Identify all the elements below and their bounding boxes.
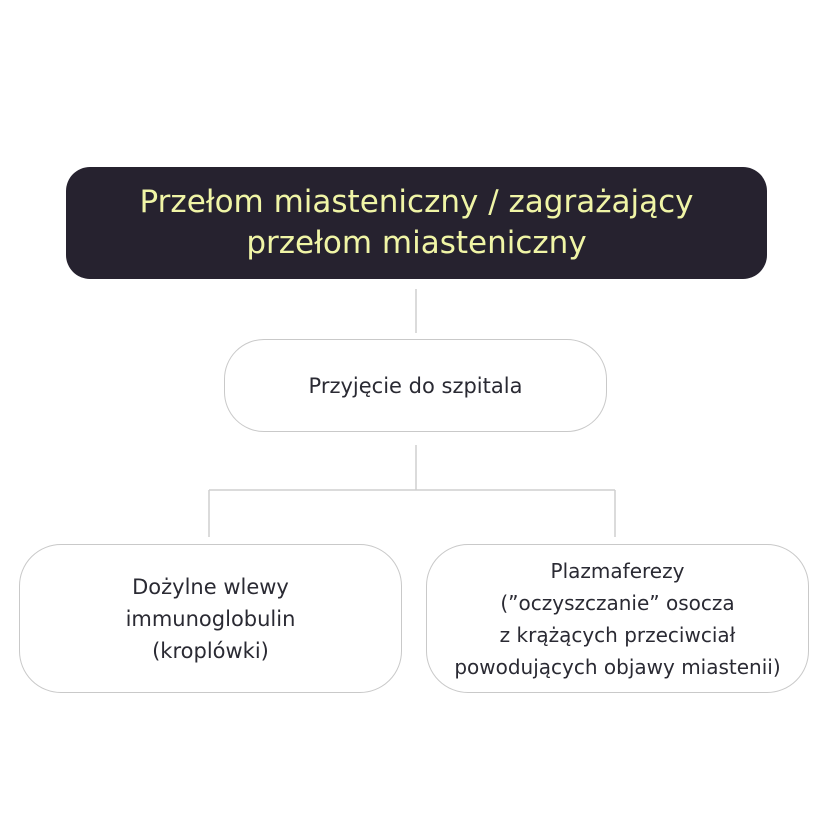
ivig-line-1: Dożylne wlewy: [132, 574, 289, 599]
ivig-node: [19, 544, 402, 693]
hospital-admission-node: [224, 339, 607, 432]
root-node-line-1: Przełom miasteniczny / zagrażający: [139, 184, 694, 220]
plasmapheresis-line-4: powodujących objawy miastenii): [454, 654, 781, 679]
plasmapheresis-line-1: Plazmaferezy: [550, 558, 685, 583]
plasmapheresis-line-3: z krążących przeciwciał: [499, 622, 736, 647]
ivig-line-2: immunoglobulin: [125, 606, 296, 631]
hospital-admission-label: Przyjęcie do szpitala: [308, 373, 523, 398]
root-node: [66, 167, 767, 279]
plasmapheresis-line-2: (”oczyszczanie” osocza: [500, 590, 735, 615]
root-node-line-2: przełom miasteniczny: [246, 225, 587, 261]
ivig-line-3: (kroplówki): [152, 638, 269, 663]
plasmapheresis-node: [426, 544, 809, 693]
